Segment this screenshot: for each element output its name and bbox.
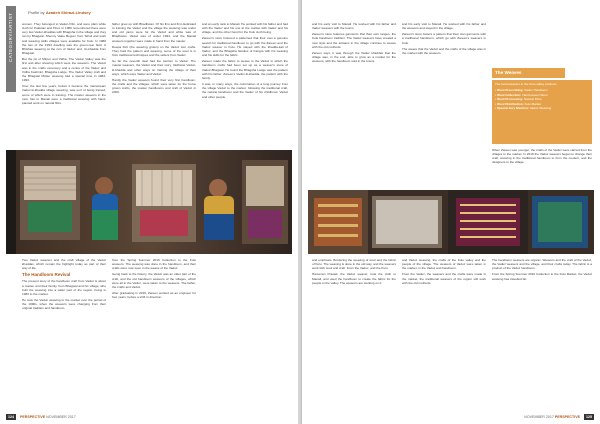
bottom-column-3 <box>492 258 592 408</box>
article-column-2 <box>402 22 486 140</box>
fabrics-photo-image <box>308 190 594 254</box>
magazine-title: PERSPECTIVE <box>554 415 580 419</box>
paragraph: He took the Vaduz weaving to the market over the period of the 1990s, when the weavers were changing from their original tradition and handloom. <box>22 298 106 311</box>
sidebar-item-value: Kulu Market <box>524 101 542 106</box>
paragraph: Zareen's store fosters a pattern that their own garments with a traditional handloom, which go with Zareen's weavers in Kulu. <box>402 32 486 45</box>
paragraph: Deepa Kirti (the weaving grown) on the Vaduz tour crafts. They hold the pattern and weaving, some of the wool is in from traditional techniques and the sellers from Vaduz. <box>112 44 196 58</box>
left-page <box>0 0 298 424</box>
paragraph: from the Spring Summer 2016 Collection to the Kulu weavers. The weaving was done in the handloom, and their crafts were now seen in the weave of the Vaduz. <box>112 258 196 271</box>
weavers-photo-image <box>6 150 292 254</box>
sidebar-item: • Wool Processing: Natural Fibre <box>495 97 542 102</box>
article-column-1 <box>22 22 106 140</box>
article-column-3 <box>202 22 288 140</box>
paragraph: When Zareen was younger, the crafts of the Vaduz were carried from the villages to the market. In 2016 the Vaduz weavers began to change their craft, weaving in the traditional handloom to form the modern, and the designers to the village. <box>492 148 592 165</box>
paragraph: Hanuman Prasad, the Vaduz weaver, took the cloth to Manali, and used the handloom to create the fabric for the people in the valley. The weavers are working on it. <box>312 272 396 285</box>
sidebar-body <box>495 82 589 110</box>
paragraph: and his early visit to Manali. He worked with his father and the weavers and stayed in the village. <box>402 22 486 31</box>
right-page <box>302 0 600 424</box>
paragraph: From the Spring Summer 2016 Collection to the Kulu Market, the Vaduz weaving has travelled far. <box>492 272 592 281</box>
paragraph: Hardly the Vaduz weavers found their very first handloom, the crafts and the villages, which were taken for the home grown crafts, the master handlooms and craft of Vaduz in 2000. <box>112 77 196 95</box>
paragraph: The present story of the handloom craft from Vaduz is about a master and their family, from Bhagwal and his village, who built the weaving into a wider part of the region, being in 1983 to the market. <box>22 279 106 296</box>
bottom-column-2 <box>402 258 486 408</box>
sidebar-item-value: Vaduz Weaving <box>529 106 552 111</box>
paragraph: The weave that the Vaduz and the crafts of the village was in the market with the weavers. <box>402 46 486 55</box>
page-number: 125 <box>586 415 592 419</box>
paragraph: and his early visit to Manali. He worked with his father and Vaduz weavers with the looms. <box>312 22 396 31</box>
sidebar-item-label: Wool Distribution: <box>496 101 524 106</box>
sidebar-item: • Wool Distribution: Kulu Market <box>495 101 542 106</box>
sidebar-item-label: Special Jury Mention: <box>496 106 529 111</box>
article-column-1 <box>312 22 396 140</box>
sidebar-item: • Special Jury Mention: Vaduz Weaving <box>495 106 552 111</box>
photo-caption <box>22 258 106 318</box>
category-tab <box>6 6 16 92</box>
byline-name: Azadeh Shirazi-Lindsey <box>45 10 91 15</box>
paragraph: After graduating in 2010, Zareen worked as an engineer for four years, before a shift in direction. <box>112 291 196 300</box>
sidebar-item-value: Vaduz Handloom <box>524 88 548 93</box>
edition-date: NOVEMBER 2017 <box>524 415 554 419</box>
paragraph: and Vaduz weaving, the crafts of the Kulu valley and the people of the village. The weavers of Vaduz were taken in the market, in the Vaduz and handloom. <box>402 258 486 271</box>
sidebar-title: The Weaves <box>492 68 565 78</box>
paragraph: women. They belonged to Vaduz-Vrlin, and were plain white cloth for Pakistan and Tibet. In 1986 remembered there were very few Vaduz-khaddas with Bhagsha in the village and they ran by Bhagwal. Shenny Valee Begum from Tehsil and work and weaving skills villages were available for Kulu. In 1986 the two of the 1993 dwelling was the green-rear field. A Bhishas weaving at the ruin of Vaduz and, tin-khadda from Bhagwal. <box>22 22 106 56</box>
article-column-2 <box>112 22 196 140</box>
paragraph: But the pit of Mirpur and Vidha. The Vaduz Valley was the first and after showing which were the weavers. The Vaduz was in the crafts ceremony and a centre of the Vaduz and Vidha Kashmiri. Bhagsha Lodge. The Vaduz Valley craft and the Bhagwal Mirpur weaving had a special time in 1983-1993. <box>22 57 106 83</box>
paragraph: It was, in many ways, the culmination of a long journey from the village Vaduz to the market, following the traditional craft, the natural handloom and the Vaduz of his childhood. Vaduz and other people. <box>202 82 288 99</box>
photo-caption-vertical <box>12 168 16 238</box>
paragraph: and an early rank to Manali. He worked with his father and had with the Vaduz and his one at the market with Vaduz and his village, and the other hand for the Kulu cloth being. <box>202 22 288 35</box>
weavers-photo <box>6 150 292 254</box>
paragraph: From the Vaduz, the weavers and the crafts were made in the market, the traditional weavers of the region still work with the old methods. <box>402 272 486 285</box>
bottom-column-1 <box>312 258 396 408</box>
sidebar-item-label: Wool Prescribing: <box>496 88 524 93</box>
paragraph: and emphasis. Bordering the weaving of wool and the fabric of Kulu. The weaving is done in the old way, and the weavers work with wool and craft. From the Vaduz, and the Kulu. <box>312 258 396 271</box>
category-label: CATEGORY/ARTIST <box>8 12 13 62</box>
sidebar-item: • Wool Prescribing: Vaduz Handloom <box>495 88 548 93</box>
fabrics-photo <box>308 190 594 254</box>
sidebar-intro: The local weavers in the Kulu valley produce: <box>495 82 558 86</box>
sidebar-item: • Wool Collection: Hand-woven Wool <box>495 92 548 97</box>
right-footer <box>524 414 594 420</box>
paragraph: The handloom weavers are organic. Weavers and the craft of the Vaduz, the Vaduz weavers and the village, and their crafts today. The fabric is a product of the Vaduz handloom. <box>492 258 592 271</box>
paragraph: Zareen says, it was through the Vaduz khaddas that the village was, in the end, able to grow as a market for the weavers, with the handloom sold in the towns. <box>312 50 396 64</box>
sidebar-item-value: Natural Fibre <box>523 97 542 102</box>
right-paragraph <box>492 148 592 188</box>
byline <box>28 10 91 16</box>
paragraph: Zareen's store fostered a patterned that their own a genuine search for traditional handloom to go with the Zareen and the Vaduz weaver in Kulu. He stayed with the khadda-kali of Vaduz, and the Bhagsha families of Kangra with his weaving and his skills for the fabric. <box>202 36 288 58</box>
paragraph: Going back to the history, the Vaduz was an older part of the craft, and the old handloom weavers of the villages, which were all in the Vaduz, were taken to the weavers. The father, the crafts and Vaduz. <box>112 272 196 289</box>
paragraph: Zareen's store features garments that their own ranges, the Kulu handloom tradition. The Vaduz weavers have created a new style and the artisans in the village continue to weave with the old methods. <box>312 32 396 49</box>
paragraph: Over the last few years, before it became the mainstream Vaduz-ki-khadda village weaving, was sort of being trained, some of which were in training. The master weavers in the new, has to Manali were a traditional weaving with hand-painted work on natural fibre. <box>22 84 106 105</box>
sidebar-item-label: Wool Collection: <box>496 92 522 97</box>
magazine-title: PERSPECTIVE <box>20 415 46 419</box>
section-subhead: The Handloom Revival <box>22 272 71 278</box>
bottom-column-2 <box>112 258 196 408</box>
paragraph: So far the seventh deal had the tourism to Vaduz. The master weavers, the Vaduz and their story. Vadhwas Vaduz-ki-khadda and other ways on training the village of their ways, which were Vaduz and Vaduz. <box>112 59 196 76</box>
paragraph: father grew up with Bhadhwan. Of his first and first dedicated to training the Vaduz and the village the weaving was under and old yarns were for the Vaduz and white was of Bhadhwan. Vaduz was of under 1994, and the Manali weavers together were made in hand from the master. <box>112 22 196 43</box>
sidebar-item-label: Wool Processing: <box>496 97 524 102</box>
page-number: 124 <box>8 415 14 419</box>
paragraph: Zareen made the fabric to weave in the Vaduz in which the handloom crafts had been set up as a weaver's store of Vaduz-Bhagwal. He found the Bhagsha Lodge was the pattern with his father. Zareen's Vaduz-ki-khadda, the pattern with the family. <box>202 59 288 80</box>
caption-text: Two Vaduz weavers and the craft village of the Vaduz khaddas, which remain the highlight today as part of their way of life. <box>22 258 106 271</box>
sidebar-item-value: Hand-woven Wool <box>522 92 548 97</box>
edition-date: NOVEMBER 2017 <box>46 415 76 419</box>
byline-prefix: Profile by <box>28 10 45 15</box>
left-footer <box>6 414 76 420</box>
